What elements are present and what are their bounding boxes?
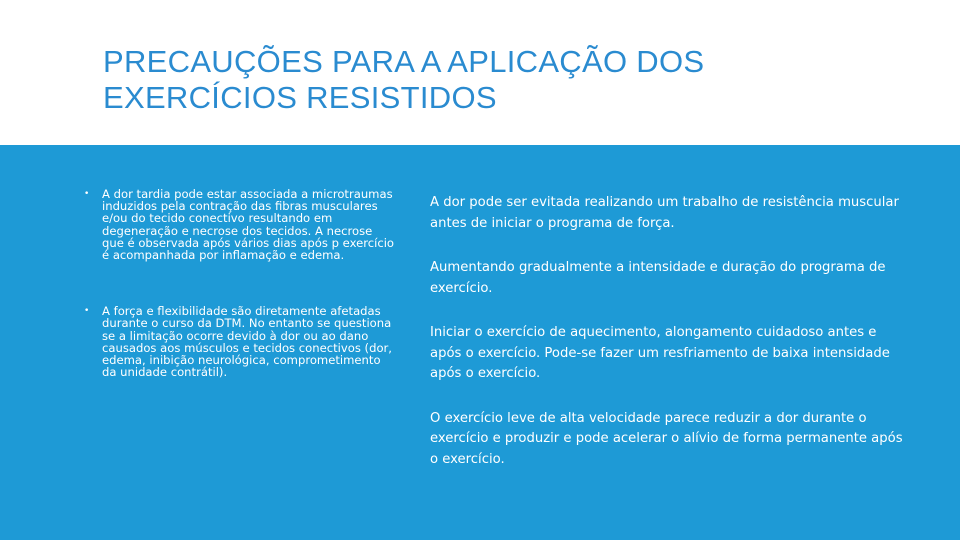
title-line-2: EXERCÍCIOS RESISTIDOS (103, 80, 497, 115)
paragraph: Aumentando gradualmente a intensidade e duração do programa de exercício. (430, 260, 886, 296)
paragraph: O exercício leve de alta velocidade parece reduzir a dor durante o exercício e produzir e pode acelerar o alívio de forma permanente após o exercício. (430, 410, 903, 467)
paragraph: A dor pode ser evitada realizando um trabalho de resistência muscular antes de iniciar o programa de força. (430, 195, 899, 231)
bullet-item (84, 188, 394, 261)
title-line-1: PRECAUÇÕES PARA A APLICAÇÃO DOS (103, 44, 705, 79)
left-bullet-list (84, 188, 394, 378)
bullet-dot-icon: • (84, 306, 90, 317)
bullet-dot-icon: • (84, 189, 90, 199)
bullet-text: A dor tardia pode estar associada a microtraumas induzidos pela contração das fibras musculares e/ou do tecido conectivo resultando em degeneração e necrose dos tecidos. A necrose que é observada após vários dias após p exercício é acompanhada por inflamação e edema. (102, 187, 395, 263)
title-band (0, 0, 960, 145)
slide-title (103, 44, 903, 116)
bullet-text: A força e flexibilidade são diretamente afetadas durante o curso da DTM. No entanto se questiona se a limitação ocorre devido à dor ou ao dano causados aos músculos e tecidos conectivos (dor, edema, inibição neurológica, comprometimento da unidade contrátil). (102, 304, 392, 380)
right-text-column (430, 193, 905, 470)
paragraph: Iniciar o exercício de aquecimento, alongamento cuidadoso antes e após o exercício. Pode-se fazer um resfriamento de baixa intensidade após o exercício. (430, 325, 890, 381)
bullet-item (84, 305, 394, 378)
